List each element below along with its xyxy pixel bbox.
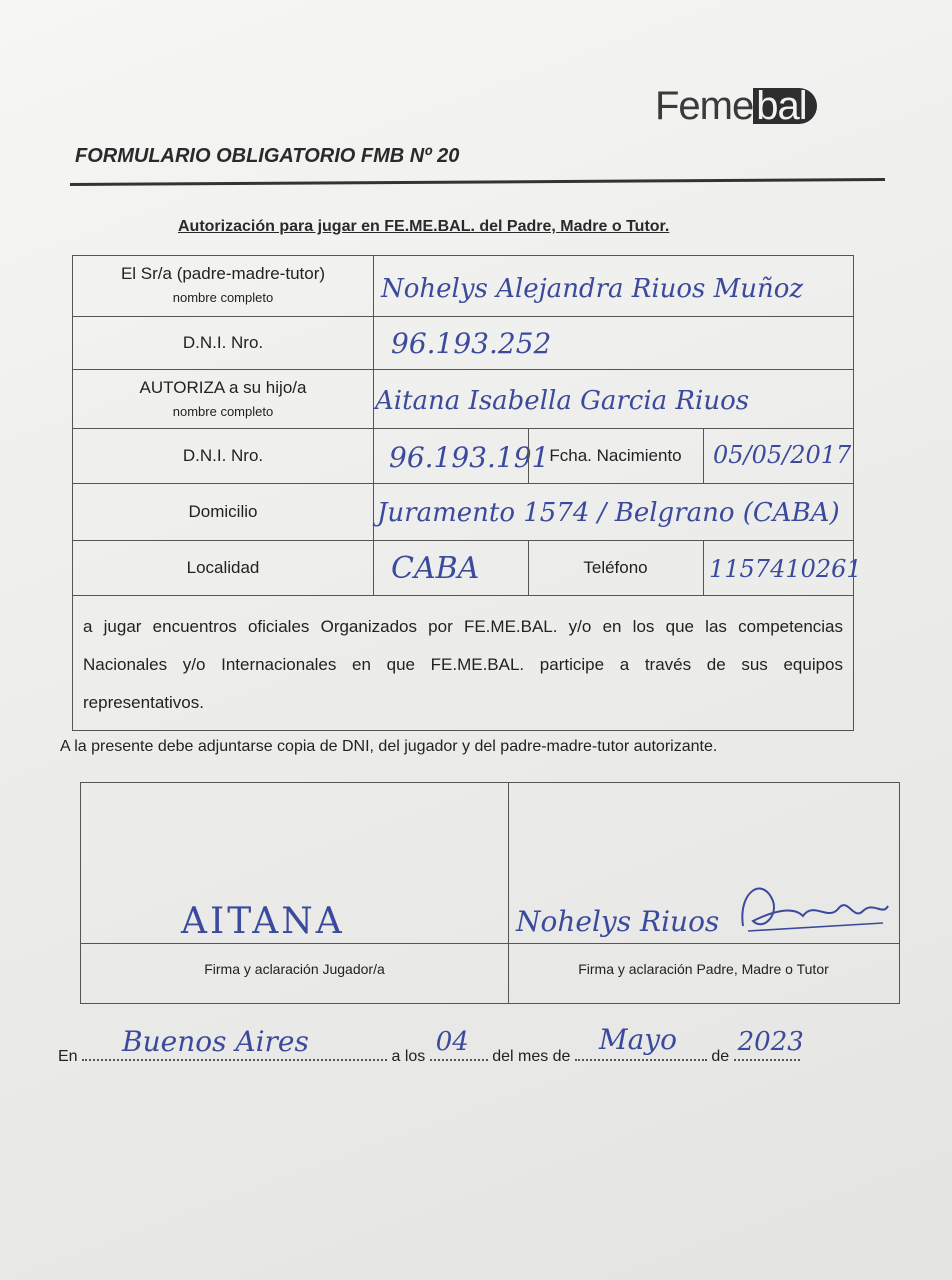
logo-box-text: bal bbox=[753, 88, 816, 124]
address-value: Juramento 1574 / Belgrano (CABA) bbox=[377, 498, 840, 528]
year-value: 2023 bbox=[737, 1027, 804, 1057]
femebal-logo bbox=[655, 84, 817, 129]
phone-value: 1157410261 bbox=[709, 555, 862, 583]
place-field bbox=[82, 1025, 387, 1066]
birth-label: Fcha. Nacimiento bbox=[549, 446, 682, 465]
child-dni-value: 96.193.191 bbox=[389, 441, 550, 474]
signature-table bbox=[80, 782, 900, 1004]
day-field bbox=[430, 1027, 488, 1066]
date-prefix: En bbox=[58, 1048, 78, 1065]
player-signature-line bbox=[81, 943, 508, 944]
guardian-signature-cell bbox=[508, 783, 899, 1003]
child-dni-row bbox=[73, 429, 853, 484]
parent-name-value: Nohelys Alejandra Riuos Muñoz bbox=[381, 274, 804, 304]
place-value: Buenos Aires bbox=[122, 1025, 309, 1058]
authorization-table bbox=[72, 255, 862, 731]
logo-text: Feme bbox=[655, 84, 754, 128]
city-label: Localidad bbox=[186, 558, 260, 577]
guardian-signature-caption: Firma y aclaración Padre, Madre o Tutor bbox=[578, 961, 829, 977]
player-signature-caption: Firma y aclaración Jugador/a bbox=[204, 961, 385, 977]
guardian-flourish bbox=[733, 871, 893, 941]
title-rule bbox=[70, 178, 885, 186]
parent-name-row bbox=[73, 256, 853, 317]
child-sublabel: nombre completo bbox=[172, 404, 274, 419]
address-label: Domicilio bbox=[188, 502, 258, 521]
city-row bbox=[73, 541, 862, 596]
guardian-signature: Nohelys Riuos bbox=[516, 905, 720, 938]
form-title: FORMULARIO OBLIGATORIO FMB Nº 20 bbox=[75, 145, 460, 167]
city-value: CABA bbox=[391, 551, 480, 586]
parent-dni-value: 96.193.252 bbox=[391, 327, 552, 360]
date-line bbox=[58, 1023, 804, 1066]
child-dni-label: D.N.I. Nro. bbox=[182, 446, 264, 465]
address-row bbox=[73, 484, 853, 541]
birth-value-divider bbox=[703, 429, 704, 483]
parent-sublabel: nombre completo bbox=[172, 290, 274, 305]
parent-dni-label-cell bbox=[73, 317, 374, 369]
form-subtitle: Autorización para jugar en FE.ME.BAL. del Padre, Madre o Tutor. bbox=[178, 218, 670, 235]
authorization-text: a jugar encuentros oficiales Organizados por FE.ME.BAL. y/o en los que las competencias Nacionales y/o Internacionales en que FE.ME.BAL. participe a través de sus equipos representativos. bbox=[83, 617, 843, 712]
birth-date-value: 05/05/2017 bbox=[713, 441, 852, 469]
child-label-cell bbox=[73, 370, 374, 428]
phone-label: Teléfono bbox=[583, 558, 648, 577]
month-field bbox=[575, 1023, 707, 1066]
date-del-mes: del mes de bbox=[492, 1048, 571, 1065]
parent-dni-label: D.N.I. Nro. bbox=[182, 333, 264, 352]
month-value: Mayo bbox=[598, 1023, 677, 1056]
parent-label-cell bbox=[73, 256, 374, 316]
address-label-cell bbox=[73, 484, 374, 540]
parent-label: El Sr/a (padre-madre-tutor) bbox=[120, 264, 326, 283]
city-label-cell bbox=[73, 541, 374, 595]
child-dni-label-cell bbox=[73, 429, 374, 483]
day-value: 04 bbox=[435, 1027, 469, 1057]
date-a-los: a los bbox=[391, 1048, 426, 1065]
year-field bbox=[734, 1027, 804, 1066]
phone-value-divider bbox=[703, 541, 704, 595]
parent-dni-row bbox=[73, 317, 853, 370]
guardian-signature-line bbox=[508, 943, 899, 944]
child-name-value: Aitana Isabella Garcia Riuos bbox=[375, 386, 750, 416]
child-label: AUTORIZA a su hijo/a bbox=[139, 378, 307, 397]
attachment-note: A la presente debe adjuntarse copia de DNI, del jugador y del padre-madre-tutor autorizante. bbox=[60, 738, 718, 755]
date-de: de bbox=[711, 1048, 730, 1065]
player-signature: AITANA bbox=[181, 901, 345, 942]
child-name-row bbox=[73, 370, 853, 429]
player-signature-cell bbox=[81, 783, 509, 1003]
